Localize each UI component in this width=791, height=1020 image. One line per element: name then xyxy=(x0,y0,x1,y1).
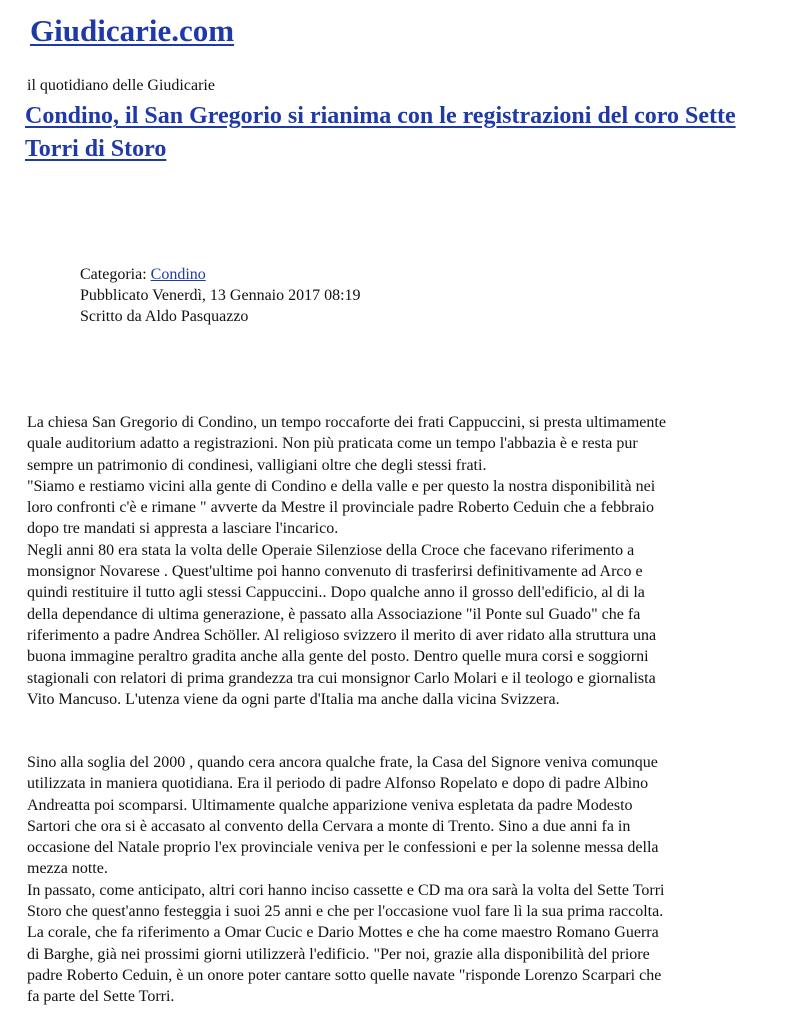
body-line: utilizzata in maniera quotidiana. Era il periodo di padre Alfonso Ropelato e dopo di padre Albino xyxy=(27,775,649,793)
body-line: Sino alla soglia del 2000 , quando cera ancora qualche frate, la Casa del Signore veniva comunque xyxy=(27,754,658,771)
published-date: Pubblicato Venerdì, 13 Gennaio 2017 08:19 xyxy=(80,287,361,304)
body-line: della dependance di ultima generazione, è passato alla Associazione "il Ponte sul Guado" che fa xyxy=(27,605,641,623)
body-line: Andreatta poi scomparsi. Ultimamente qualche apparizione veniva espletata da padre Modesto xyxy=(27,796,633,814)
body-line: mezza notte. xyxy=(27,860,108,878)
body-line: fa parte del Sette Torri. xyxy=(27,988,175,1006)
article-body-block-2 xyxy=(27,752,787,1008)
category-row xyxy=(80,264,361,285)
category-link[interactable]: Condino xyxy=(150,266,206,283)
body-line: Sartori che ora si è accasato al convento della Cervara a monte di Trento. Sino a due anni fa in xyxy=(27,817,631,835)
site-tagline: il quotidiano delle Giudicarie xyxy=(27,77,215,94)
body-line: Vito Mancuso. L'utenza viene da ogni parte d'Italia ma anche dalla vicina Svizzera. xyxy=(27,690,560,708)
body-line: dopo tre mandati si appresta a lasciare l'incarico. xyxy=(27,520,339,538)
category-label: Categoria: xyxy=(80,266,151,283)
article-title-text[interactable]: Condino, il San Gregorio si rianima con le registrazioni del coro Sette Torri di Storo xyxy=(25,103,736,162)
article-title-link[interactable] xyxy=(25,100,765,166)
body-line: padre Roberto Ceduin, è un onore poter cantare sotto quelle navate "risponde Lorenzo Scarpari che xyxy=(27,966,662,984)
body-line: quale auditorium adatto a registrazioni. Non più praticata come un tempo l'abbazia è e resta pur xyxy=(27,435,638,453)
body-line: di Barghe, già nei prossimi giorni utilizzerà l'edificio. "Per noi, grazie alla disponibilità del priore xyxy=(27,945,650,963)
body-line: quindi restituire il tutto agli stessi Cappuccini.. Dopo qualche anno il grosso dell'edificio, al di la xyxy=(27,584,645,602)
author-line: Scritto da Aldo Pasquazzo xyxy=(80,308,249,325)
article-body-block-1 xyxy=(27,412,787,710)
article-meta xyxy=(80,264,361,327)
body-line: riferimento a padre Andrea Schöller. Al religioso svizzero il merito di aver ridato alla struttura una xyxy=(27,626,657,644)
body-line: "Siamo e restiamo vicini alla gente di Condino e della valle e per questo la nostra disponibilità nei xyxy=(27,477,656,495)
body-line: buona immagine peraltro gradita anche alla gente del posto. Dentro quelle mura corsi e soggiorni xyxy=(27,648,649,666)
body-line: La corale, che fa riferimento a Omar Cucic e Dario Mottes e che ha come maestro Romano Guerra xyxy=(27,924,659,942)
body-line: Storo che quest'anno festeggia i suoi 25 anni e che per l'occasione vuol fare lì la sua prima raccolta. xyxy=(27,903,664,921)
body-line: occasione del Natale proprio l'ex provinciale veniva per le confessioni e per la solenne messa della xyxy=(27,839,659,857)
body-line: La chiesa San Gregorio di Condino, un tempo roccaforte dei frati Cappuccini, si presta ultimamente xyxy=(27,414,666,431)
body-line: stagionali con relatori di prima grandezza tra cui monsignor Carlo Molari e il teologo e giornalista xyxy=(27,669,656,687)
site-title-link[interactable]: Giudicarie.com xyxy=(30,13,235,48)
body-line: In passato, come anticipato, altri cori hanno inciso cassette e CD ma ora sarà la volta del Sette Torri xyxy=(27,881,665,899)
body-line: loro confronti c'è e rimane " avverte da Mestre il provinciale padre Roberto Ceduin che a febbraio xyxy=(27,499,654,517)
body-line: sempre un patrimonio di condinesi, valligiani oltre che degli stessi frati. xyxy=(27,456,487,474)
body-line: Negli anni 80 era stata la volta delle Operaie Silenziose della Croce che facevano riferimento a xyxy=(27,541,635,559)
body-line: monsignor Novarese . Quest'ultime poi hanno convenuto di trasferirsi definitivamente ad Arco e xyxy=(27,563,643,581)
